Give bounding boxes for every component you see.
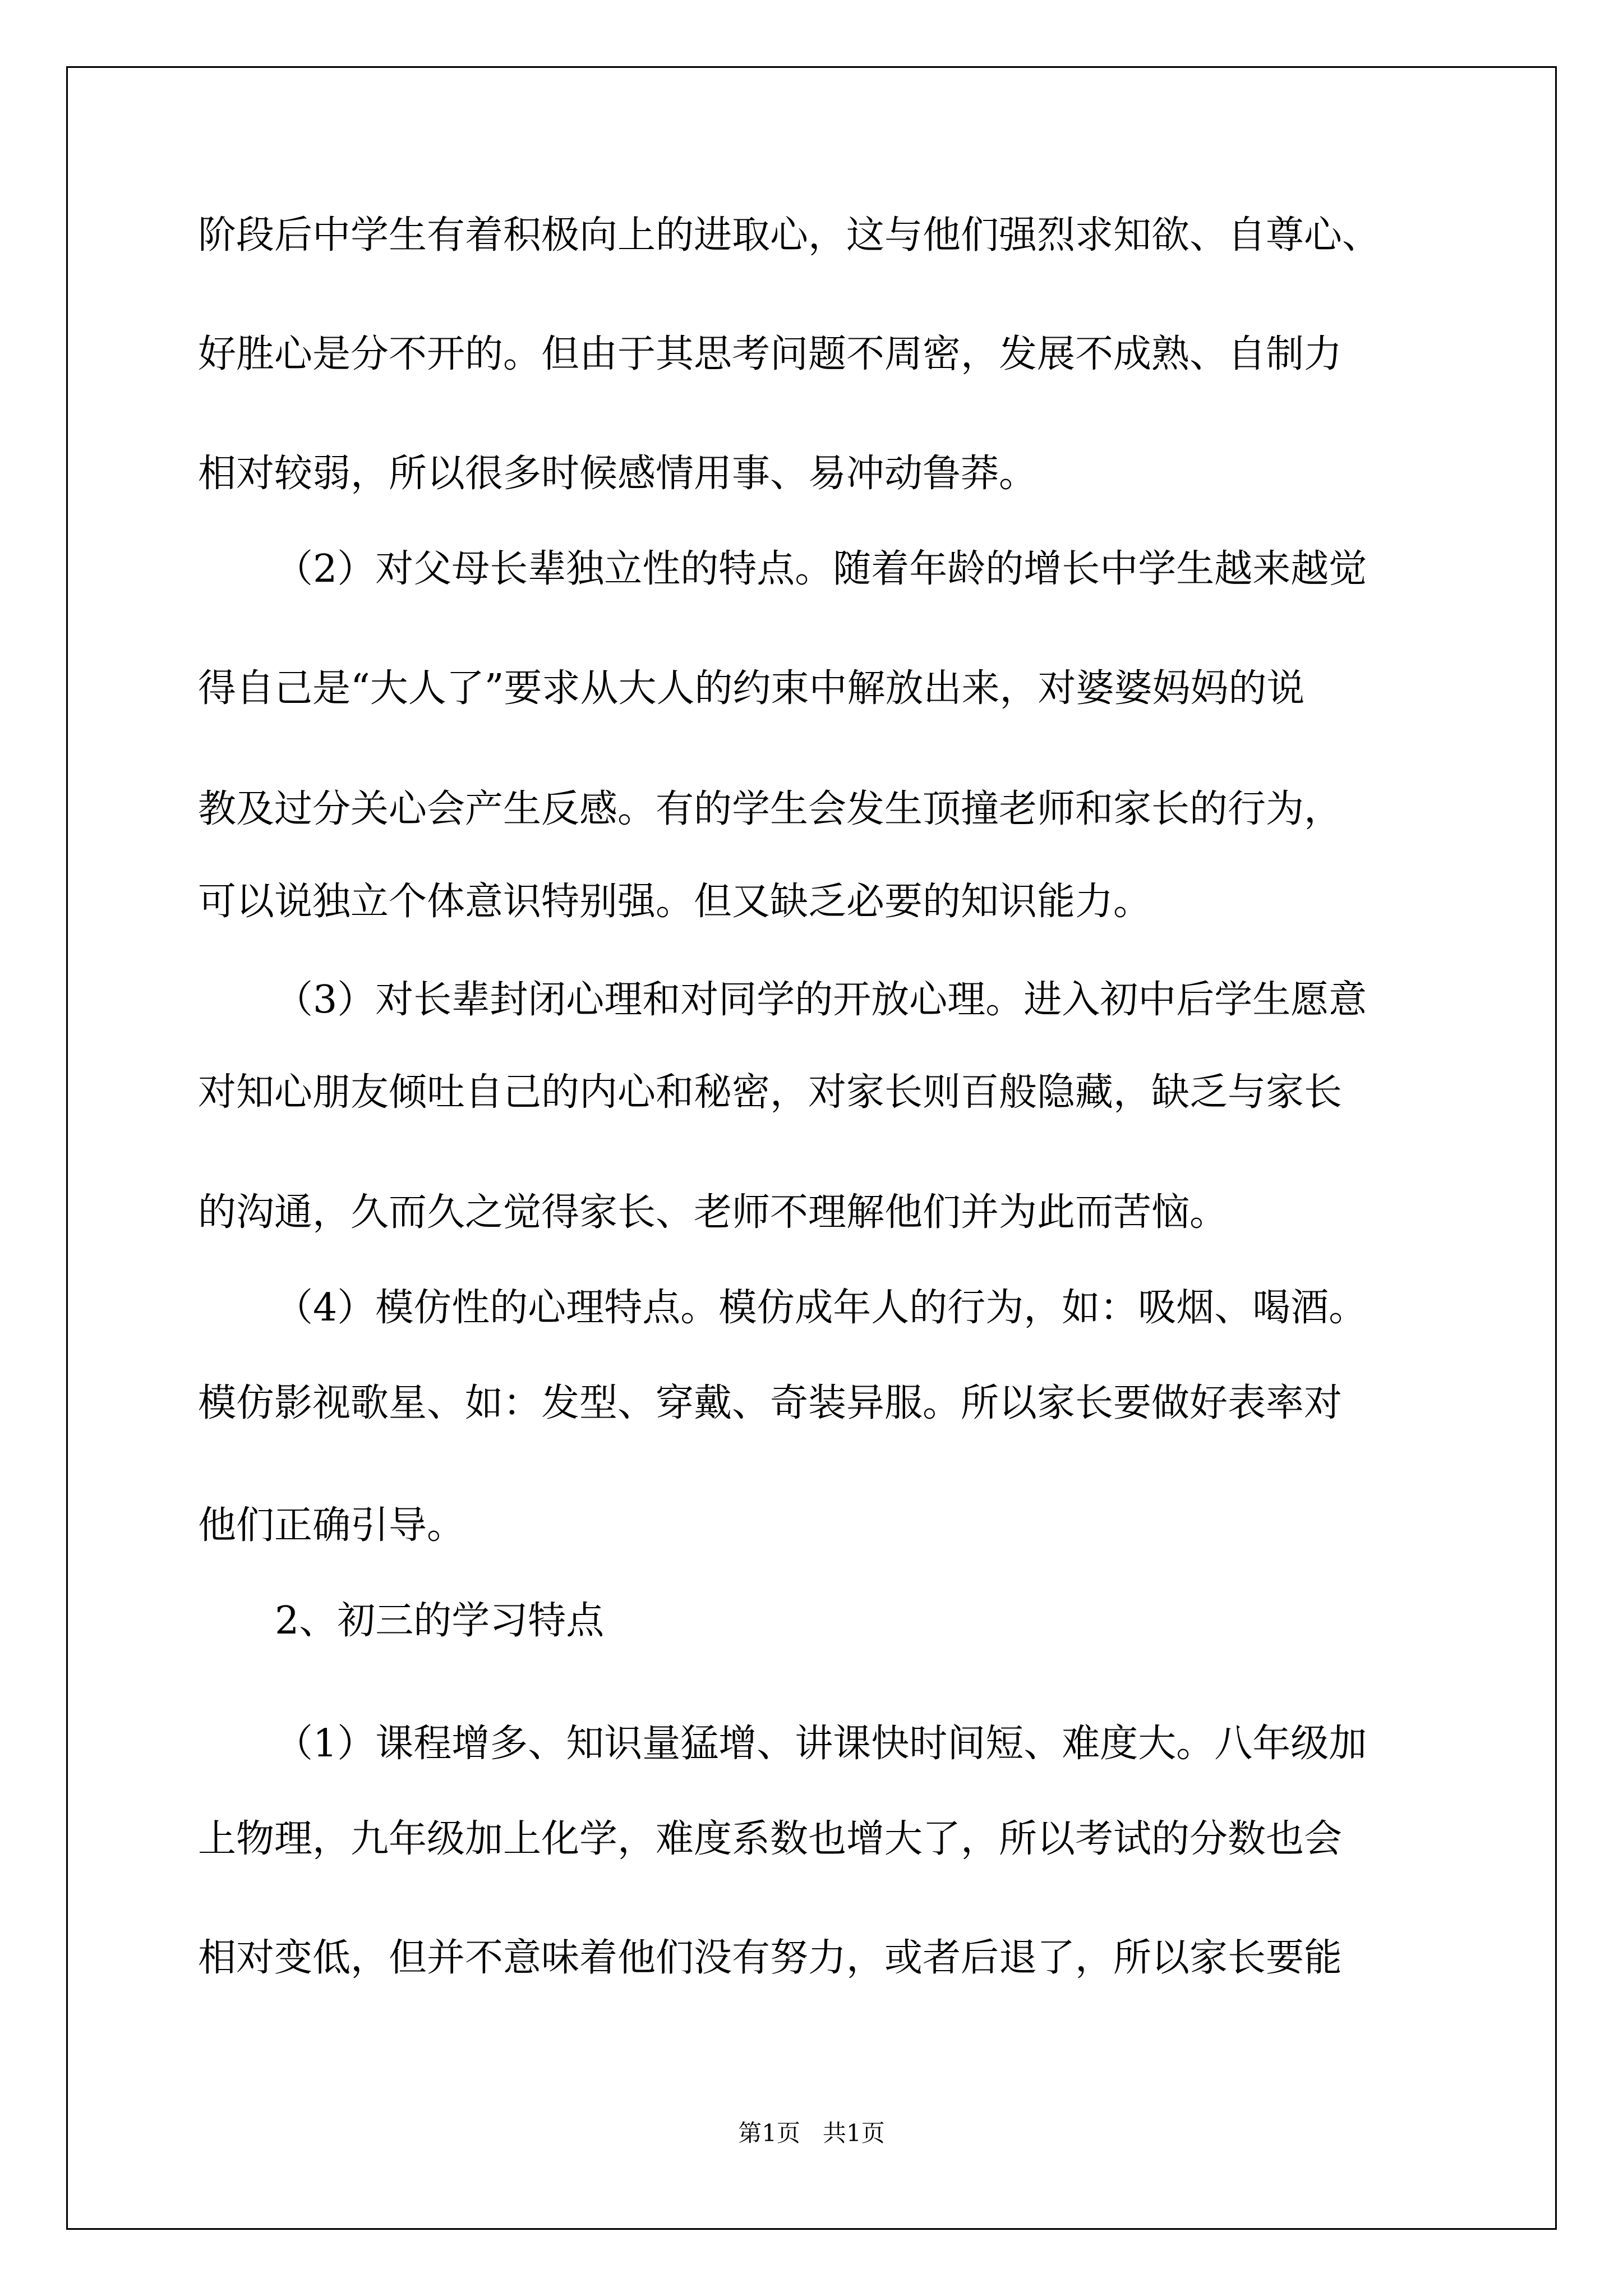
text-line: 上物理，九年级加上化学，难度系数也增大了，所以考试的分数也会: [198, 1817, 1343, 1861]
text-line: 对知心朋友倾吐自己的内心和秘密，对家长则百般隐藏，缺乏与家长: [198, 1070, 1343, 1115]
text-line: 好胜心是分不开的。但由于其思考问题不周密，发展不成熟、自制力: [198, 332, 1343, 376]
text-line: 相对变低，但并不意味着他们没有努力，或者后退了，所以家长要能: [198, 1936, 1343, 1980]
paragraph-start: （2）对父母长辈独立性的特点。随着年龄的增长中学生越来越觉: [275, 547, 1367, 591]
text-line: 得自己是“大人了”要求从大人的约束中解放出来，对婆婆妈妈的说: [198, 666, 1305, 711]
text-line: 教及过分关心会产生反感。有的学生会发生顶撞老师和家长的行为，: [198, 787, 1343, 831]
text-line: 他们正确引导。: [198, 1503, 465, 1548]
section-heading: 2、初三的学习特点: [275, 1599, 605, 1643]
text-line: 相对较弱，所以很多时候感情用事、易冲动鲁莽。: [198, 452, 1038, 496]
page-footer: 第1页 共1页: [738, 2119, 885, 2147]
text-line: 模仿影视歌星、如：发型、穿戴、奇装异服。所以家长要做好表率对: [198, 1381, 1343, 1425]
paragraph-start: （3）对长辈封闭心理和对同学的开放心理。进入初中后学生愿意: [275, 978, 1367, 1022]
text-line: 的沟通，久而久之觉得家长、老师不理解他们并为此而苦恼。: [198, 1190, 1228, 1235]
paragraph-start: （1）课程增多、知识量猛增、讲课快时间短、难度大。八年级加: [275, 1722, 1367, 1766]
text-line: 阶段后中学生有着积极向上的进取心，这与他们强烈求知欲、自尊心、: [198, 213, 1381, 257]
paragraph-start: （4）模仿性的心理特点。模仿成年人的行为，如：吸烟、喝酒。: [275, 1286, 1367, 1330]
page-border: [66, 66, 1557, 2230]
text-line: 可以说独立个体意识特别强。但又缺乏必要的知识能力。: [198, 880, 1152, 924]
